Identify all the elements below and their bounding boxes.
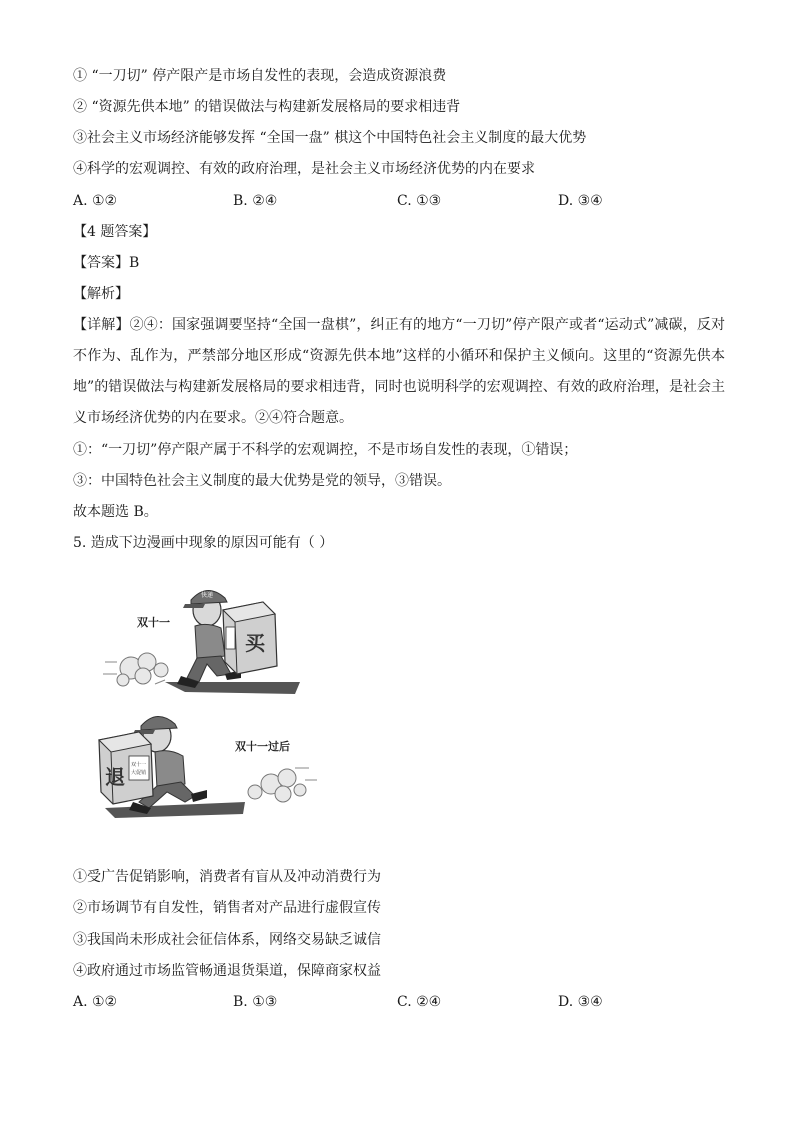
q5-option-d: D. ③④ <box>558 994 603 1010</box>
q4-option-b: B. ②④ <box>233 193 278 209</box>
q5-stem: 5. 造成下边漫画中现象的原因可能有（ ） <box>73 535 334 551</box>
q4-statement-3: ③社会主义市场经济能够发挥 “全国一盘” 棋这个中国特色社会主义制度的最大优势 <box>73 130 587 146</box>
parcel-box-bottom <box>99 732 153 804</box>
ground-shadow <box>105 802 245 818</box>
speed-lines-icon <box>295 768 317 780</box>
q5-statement-4: ④政府通过市场监管畅通退货渠道，保障商家权益 <box>73 963 381 979</box>
box-char-top: 买 <box>245 631 265 655</box>
q5-statement-1: ①受广告促销影响，消费者有盲从及冲动消费行为 <box>73 869 381 885</box>
parcel-box-top <box>223 602 277 674</box>
answer-line: 【答案】B <box>73 255 140 271</box>
q4-statement-2: ② “资源先供本地” 的错误做法与构建新发展格局的要求相违背 <box>73 99 461 115</box>
q4-option-d: D. ③④ <box>558 193 603 209</box>
box-char-bottom: 退 <box>105 765 125 789</box>
detail-paragraph: 【详解】②④：国家强调要坚持“全国一盘棋”，纠正有的地方“一刀切”停产限产或者“运动式”减碳，反对不作为、乱作为，严禁部分地区形成“资源先供本地”这样的小循环和保护主义倾向。这里的“资源先供本地”的错误做法与构建新发展格局的要求相违背，同时也说明科学的宏观调控、有效的政府治理，是社会主义市场经济优势的内在要求。②④符合题意。 <box>73 317 725 426</box>
dust-cloud-icon <box>117 653 168 686</box>
q4-option-a: A. ①② <box>73 193 118 209</box>
q5-option-b: B. ①③ <box>233 994 278 1010</box>
comic-illustration <box>95 570 320 830</box>
comic-label-top: 双十一 <box>137 616 170 629</box>
q4-option-c: C. ①③ <box>397 193 442 209</box>
q5-statement-3: ③我国尚未形成社会征信体系，网络交易缺乏诚信 <box>73 932 381 948</box>
answer-section-header: 【4 题答案】 <box>73 224 157 240</box>
wrong-explanation-3: ③：中国特色社会主义制度的最大优势是党的领导，③错误。 <box>73 473 451 489</box>
q5-option-c: C. ②④ <box>397 994 442 1010</box>
analysis-header: 【解析】 <box>73 286 129 302</box>
box-sticker-line2: 大促销 <box>131 770 147 776</box>
q5-option-a: A. ①② <box>73 994 118 1010</box>
q4-statement-1: ① “一刀切” 停产限产是市场自发性的表现，会造成资源浪费 <box>73 68 447 84</box>
box-sticker-line1: 双十一 <box>131 762 147 768</box>
q5-statement-2: ②市场调节有自发性，销售者对产品进行虚假宣传 <box>73 900 381 916</box>
conclusion-line: 故本题选 B。 <box>73 504 158 520</box>
wrong-explanation-1: ①：“一刀切”停产限产属于不科学的宏观调控，不是市场自发性的表现，①错误； <box>73 442 578 458</box>
dust-cloud-icon <box>248 769 306 802</box>
comic-label-bottom: 双十一过后 <box>235 740 290 753</box>
q4-statement-4: ④科学的宏观调控、有效的政府治理，是社会主义市场经济优势的内在要求 <box>73 161 535 177</box>
cap-label: 快递 <box>201 592 214 599</box>
